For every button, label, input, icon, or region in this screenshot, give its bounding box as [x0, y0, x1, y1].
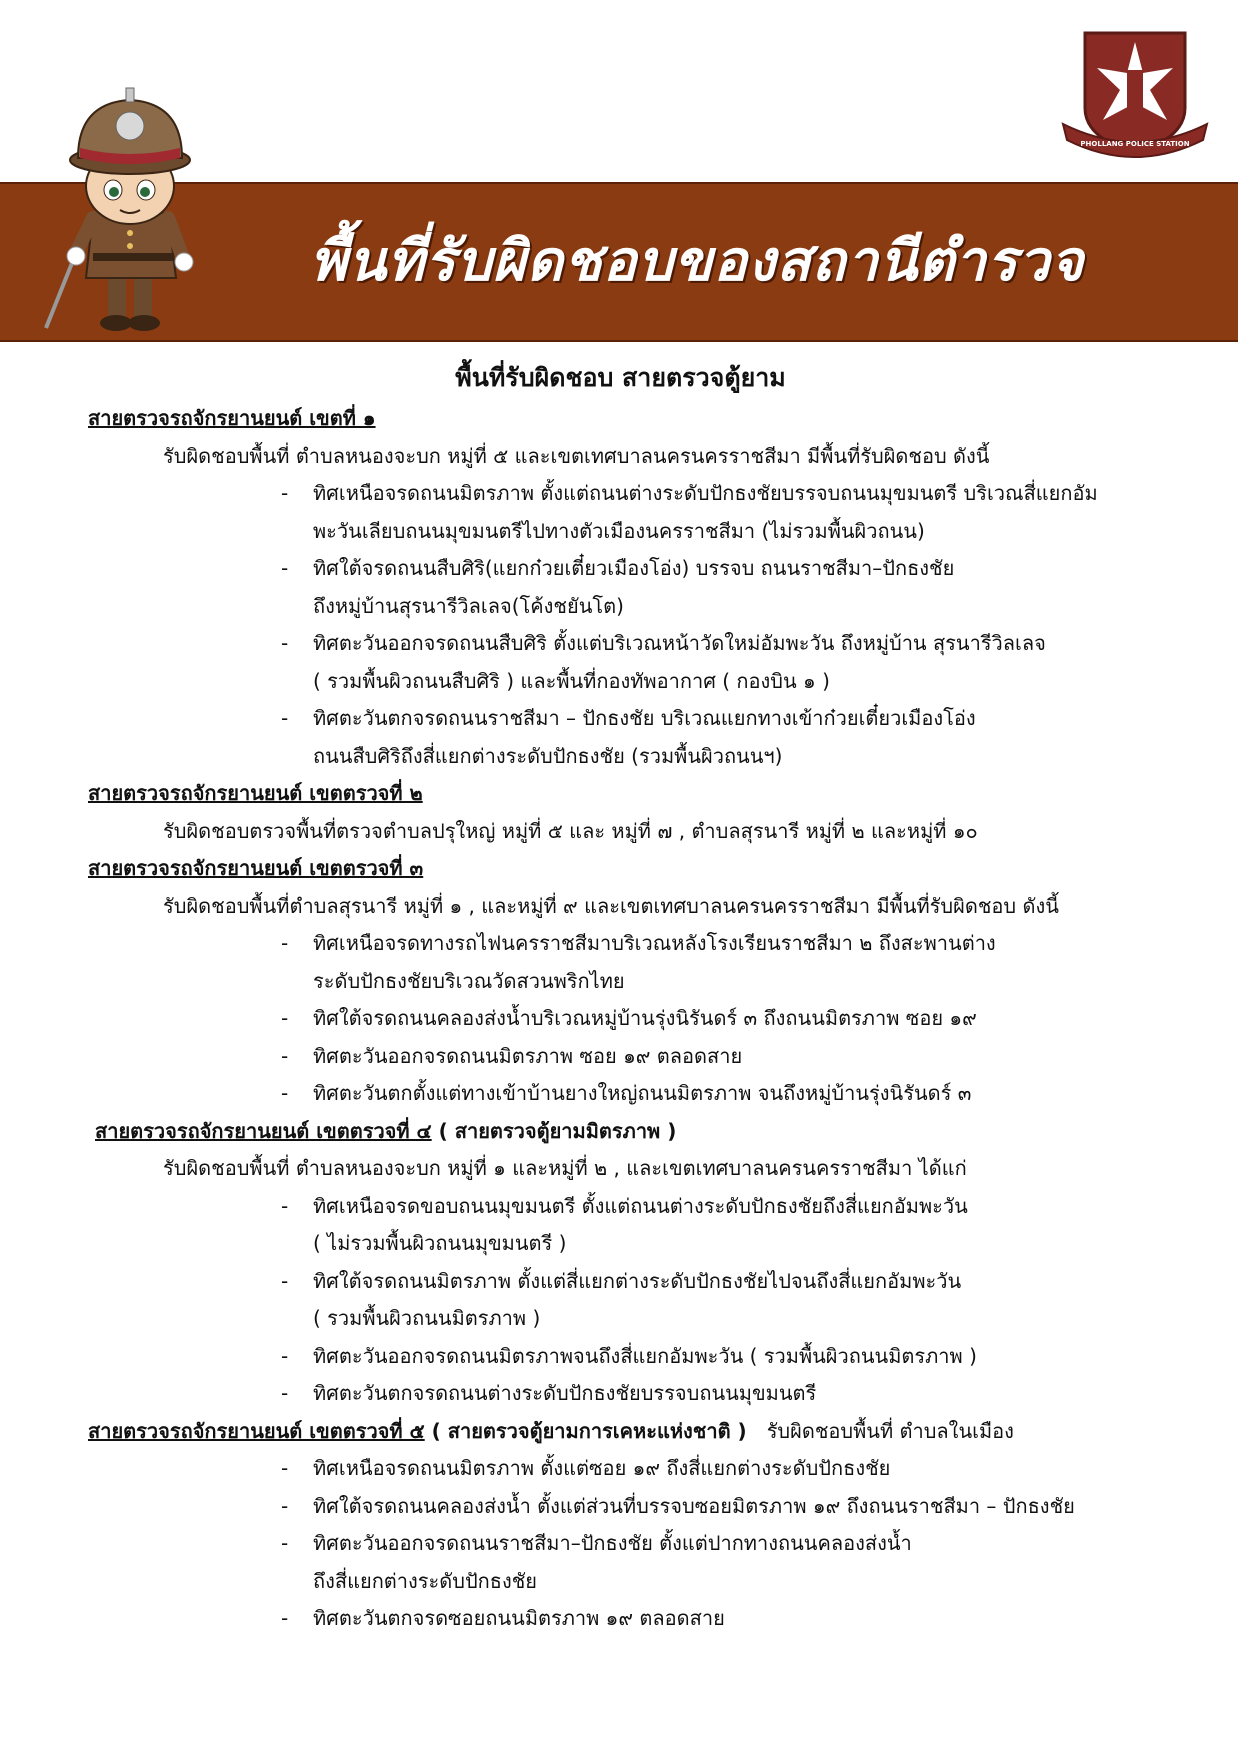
police-station-emblem — [1055, 28, 1215, 158]
section-2 — [88, 775, 1148, 850]
section-heading: สายตรวจรถจักรยานยนต์ เขตตรวจที่ ๕ ( สายตรวจตู้ยามการเคหะแห่งชาติ ) รับผิดชอบพื้นที่ ตำบลในเมือง — [88, 1418, 1014, 1443]
list-item: - ทิศเหนือจรดทางรถไฟนครราชสีมาบริเวณหลังโรงเรียนราชสีมา ๒ ถึงสะพานต่าง ระดับปักธงชัยบริเวณวัดสวนพริกไทย — [88, 925, 1148, 1000]
section-heading: สายตรวจรถจักรยานยนต์ เขตตรวจที่ ๒ — [88, 781, 423, 805]
boundary-list — [88, 925, 1148, 1113]
boundary-list — [88, 475, 1148, 775]
list-item: - ทิศเหนือจรดถนนมิตรภาพ ตั้งแต่ซอย ๑๙ ถึงสี่แยกต่างระดับปักธงชัย — [88, 1450, 1148, 1488]
section-intro: รับผิดชอบพื้นที่ ตำบลหนองจะบก หมู่ที่ ๕ และเขตเทศบาลนครนครราชสีมา มีพื้นที่รับผิดชอบ ดังนี้ — [163, 443, 990, 468]
list-item: - ทิศใต้จรดถนนสืบศิริ(แยกก๋วยเตี๋ยวเมืองโอ่ง) บรรจบ ถนนราชสีมา–ปักธงชัย ถึงหมู่บ้านสุรนารีวิลเลจ(โค้งชยันโต) — [88, 550, 1148, 625]
section-4 — [88, 1113, 1148, 1413]
page-title: พื้นที่รับผิดชอบ สายตรวจตู้ยาม — [455, 363, 786, 392]
section-intro: รับผิดชอบตรวจพื้นที่ตรวจตำบลปรุใหญ่ หมู่ที่ ๕ และ หมู่ที่ ๗ , ตำบลสุรนารี หมู่ที่ ๒ และหมู่ที่ ๑๐ — [163, 818, 978, 843]
section-heading: สายตรวจรถจักรยานยนต์ เขตตรวจที่ ๔ ( สายตรวจตู้ยามมิตรภาพ ) — [95, 1118, 677, 1143]
boundary-list — [88, 1188, 1148, 1413]
list-item: - ทิศใต้จรดถนนคลองส่งน้ำ ตั้งแต่ส่วนที่บรรจบซอยมิตรภาพ ๑๙ ถึงถนนราชสีมา – ปักธงชัย — [88, 1488, 1148, 1526]
police-mascot-illustration — [38, 78, 213, 338]
section-intro: รับผิดชอบพื้นที่ ตำบลหนองจะบก หมู่ที่ ๑ และหมู่ที่ ๒ , และเขตเทศบาลนครนครราชสีมา ได้แก่ — [163, 1156, 967, 1180]
list-item: - ทิศตะวันตกตั้งแต่ทางเข้าบ้านยางใหญ่ถนนมิตรภาพ จนถึงหมู่บ้านรุ่งนิรันดร์ ๓ — [88, 1075, 1148, 1113]
section-intro: รับผิดชอบพื้นที่ตำบลสุรนารี หมู่ที่ ๑ , และหมู่ที่ ๙ และเขตเทศบาลนครนครราชสีมา มีพื้นที่รับผิดชอบ ดังนี้ — [163, 893, 1059, 918]
section-heading: สายตรวจรถจักรยานยนต์ เขตตรวจที่ ๓ — [88, 856, 424, 880]
list-item: - ทิศใต้จรดถนนมิตรภาพ ตั้งแต่สี่แยกต่างระดับปักธงชัยไปจนถึงสี่แยกอัมพะวัน ( รวมพื้นผิวถนนมิตรภาพ ) — [88, 1263, 1148, 1338]
section-5 — [88, 1413, 1148, 1638]
list-item: - ทิศตะวันออกจรดถนนสืบศิริ ตั้งแต่บริเวณหน้าวัดใหม่อัมพะวัน ถึงหมู่บ้าน สุรนารีวิลเลจ ( รวมพื้นผิวถนนสืบศิริ ) และพื้นที่กองทัพอากาศ ( กองบิน ๑ ) — [88, 625, 1148, 700]
list-item: - ทิศตะวันตกจรดถนนราชสีมา – ปักธงชัย บริเวณแยกทางเข้าก๋วยเตี๋ยวเมืองโอ่ง ถนนสืบศิริถึงสี่แยกต่างระดับปักธงชัย (รวมพื้นผิวถนนฯ) — [88, 700, 1148, 775]
banner-title: พื้นที่รับผิดชอบของสถานีตำรวจ — [310, 228, 1085, 294]
section-3 — [88, 850, 1148, 1113]
document-body — [88, 400, 1148, 1638]
list-item: - ทิศตะวันตกจรดซอยถนนมิตรภาพ ๑๙ ตลอดสาย — [88, 1600, 1148, 1638]
list-item: - ทิศตะวันออกจรดถนนมิตรภาพจนถึงสี่แยกอัมพะวัน ( รวมพื้นผิวถนนมิตรภาพ ) — [88, 1338, 1148, 1376]
list-item: - ทิศใต้จรดถนนคลองส่งน้ำบริเวณหมู่บ้านรุ่งนิรันดร์ ๓ ถึงถนนมิตรภาพ ซอย ๑๙ — [88, 1000, 1148, 1038]
list-item: - ทิศตะวันตกจรดถนนต่างระดับปักธงชัยบรรจบถนนมุขมนตรี — [88, 1375, 1148, 1413]
section-1 — [88, 400, 1148, 775]
emblem-text: PHOLLANG POLICE STATION — [1080, 140, 1190, 148]
section-heading: สายตรวจรถจักรยานยนต์ เขตที่ ๑ — [88, 406, 376, 430]
boundary-list — [88, 1450, 1148, 1638]
list-item: - ทิศเหนือจรดถนนมิตรภาพ ตั้งแต่ถนนต่างระดับปักธงชัยบรรจบถนนมุขมนตรี บริเวณสี่แยกอัม พะวันเลียบถนนมุขมนตรีไปทางตัวเมืองนครราชสีมา (ไม่รวมพื้นผิวถนน) — [88, 475, 1148, 550]
list-item: - ทิศตะวันออกจรดถนนราชสีมา–ปักธงชัย ตั้งแต่ปากทางถนนคลองส่งน้ำ ถึงสี่แยกต่างระดับปักธงชัย — [88, 1525, 1148, 1600]
list-item: - ทิศตะวันออกจรดถนนมิตรภาพ ซอย ๑๙ ตลอดสาย — [88, 1038, 1148, 1076]
list-item: - ทิศเหนือจรดขอบถนนมุขมนตรี ตั้งแต่ถนนต่างระดับปักธงชัยถึงสี่แยกอัมพะวัน ( ไม่รวมพื้นผิวถนนมุขมนตรี ) — [88, 1188, 1148, 1263]
